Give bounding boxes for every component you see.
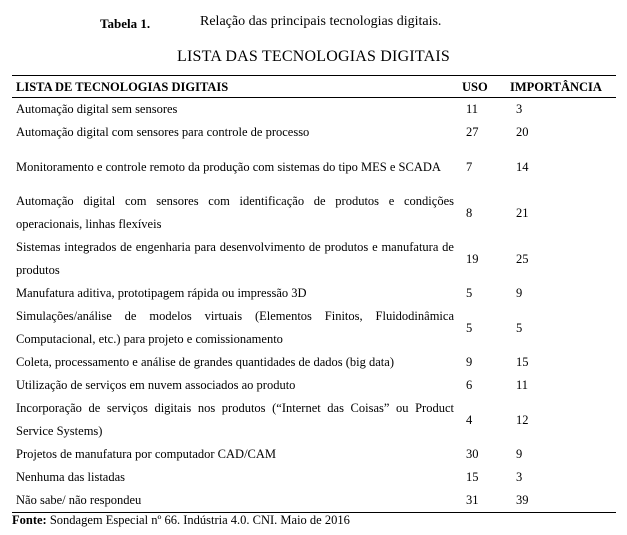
cell-importancia: 21 bbox=[516, 205, 529, 220]
cell-uso: 27 bbox=[466, 125, 479, 139]
cell-technology: Sistemas integrados de engenharia para desenvolvimento de produtos e manufatura de produtos bbox=[16, 240, 454, 277]
cell-importancia: 9 bbox=[516, 447, 523, 461]
cell-technology: Nenhuma das listadas bbox=[16, 470, 126, 484]
cell-uso: 4 bbox=[466, 412, 473, 427]
caption-label: Tabela 1. bbox=[100, 16, 151, 31]
cell-technology: Incorporação de serviços digitais nos produtos (“Internet das Coisas” ou Product Service Systems) bbox=[16, 401, 454, 438]
header-importancia: IMPORTÂNCIA bbox=[506, 76, 616, 98]
table-row bbox=[12, 374, 616, 397]
table-row bbox=[12, 489, 616, 513]
source-note bbox=[12, 513, 350, 528]
cell-uso: 7 bbox=[466, 159, 473, 174]
cell-uso: 6 bbox=[466, 378, 473, 392]
cell-uso: 30 bbox=[466, 447, 479, 461]
cell-importancia: 11 bbox=[516, 378, 529, 392]
cell-technology: Monitoramento e controle remoto da produção com sistemas do tipo MES e SCADA bbox=[16, 159, 441, 174]
table-row bbox=[12, 121, 616, 144]
table-row bbox=[12, 443, 616, 466]
cell-importancia: 25 bbox=[516, 251, 529, 266]
cell-uso: 5 bbox=[466, 320, 473, 335]
source-label: Fonte: bbox=[12, 513, 47, 527]
source-text: Sondagem Especial nº 66. Indústria 4.0. CNI. Maio de 2016 bbox=[49, 513, 350, 527]
header-row bbox=[12, 76, 616, 98]
cell-technology: Automação digital com sensores com identificação de produtos e condições operacionais, linhas flexíveis bbox=[16, 194, 454, 231]
table-row bbox=[12, 190, 616, 236]
cell-importancia: 5 bbox=[516, 320, 523, 335]
cell-technology: Não sabe/ não respondeu bbox=[12, 489, 458, 513]
cell-uso: 9 bbox=[466, 355, 473, 369]
cell-uso: 15 bbox=[466, 470, 479, 484]
cell-technology: Manufatura aditiva, prototipagem rápida ou impressão 3D bbox=[16, 286, 307, 300]
cell-importancia: 39 bbox=[506, 489, 616, 513]
table-row bbox=[12, 144, 616, 190]
cell-importancia: 3 bbox=[516, 470, 523, 484]
list-title: LISTA DAS TECNOLOGIAS DIGITAIS bbox=[177, 48, 450, 65]
table-row bbox=[12, 305, 616, 351]
table-row bbox=[12, 397, 616, 443]
cell-importancia: 3 bbox=[516, 102, 523, 116]
cell-uso: 11 bbox=[466, 102, 479, 116]
cell-uso: 8 bbox=[466, 205, 473, 220]
table-row bbox=[12, 351, 616, 374]
cell-importancia: 15 bbox=[516, 355, 529, 369]
cell-technology: Automação digital com sensores para controle de processo bbox=[16, 125, 310, 139]
cell-technology: Projetos de manufatura por computador CAD/CAM bbox=[16, 447, 277, 461]
cell-importancia: 9 bbox=[516, 286, 523, 300]
cell-technology: Automação digital sem sensores bbox=[16, 102, 178, 116]
cell-importancia: 12 bbox=[516, 412, 529, 427]
technologies-table bbox=[12, 75, 616, 513]
cell-uso: 19 bbox=[466, 251, 479, 266]
header-uso: USO bbox=[458, 76, 506, 98]
cell-technology: Simulações/análise de modelos virtuais (Elementos Finitos, Fluidodinâmica Computacional, etc.) para projeto e comissionamento bbox=[16, 309, 454, 346]
cell-technology: Coleta, processamento e análise de grandes quantidades de dados (big data) bbox=[16, 355, 394, 369]
table-row bbox=[12, 282, 616, 305]
header-technology: LISTA DE TECNOLOGIAS DIGITAIS bbox=[12, 76, 458, 98]
cell-technology: Utilização de serviços em nuvem associados ao produto bbox=[16, 378, 296, 392]
cell-uso: 5 bbox=[466, 286, 473, 300]
table-row bbox=[12, 236, 616, 282]
table-caption bbox=[0, 14, 627, 34]
table-row bbox=[12, 466, 616, 489]
table-row bbox=[12, 98, 616, 122]
cell-importancia: 20 bbox=[516, 125, 529, 139]
cell-importancia: 14 bbox=[516, 159, 529, 174]
caption-text: Relação das principais tecnologias digitais. bbox=[200, 14, 442, 29]
cell-uso: 31 bbox=[458, 489, 506, 513]
